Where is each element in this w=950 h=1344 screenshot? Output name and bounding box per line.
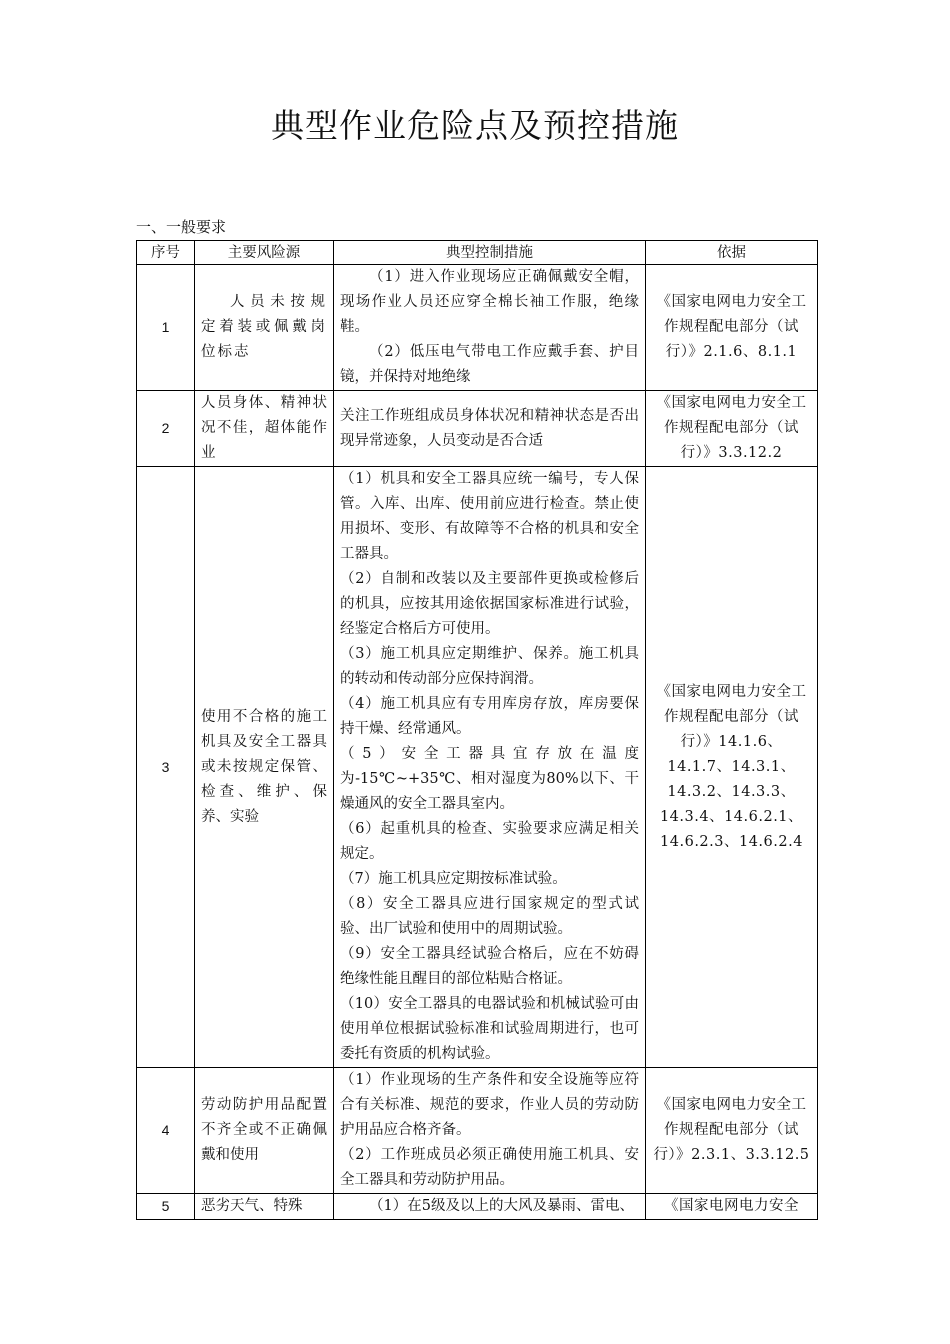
control-measures — [334, 265, 646, 391]
control-measures — [334, 1194, 646, 1220]
risk-source: 恶劣天气、特殊 — [195, 1194, 334, 1220]
table-row — [137, 265, 818, 391]
measure-item: 关注工作班组成员身体状况和精神状态是否出现异常迹象，人员变动是否合适 — [340, 407, 639, 449]
table-row — [137, 391, 818, 467]
table-header-row — [137, 241, 818, 265]
table-row — [137, 1194, 818, 1220]
row-number: 1 — [137, 265, 195, 391]
measure-item: （5）安全工器具宜存放在温度为-15℃~+35℃、相对湿度为80%以下、干燥通风的安全工器具室内。 — [340, 746, 639, 812]
measure-item: （10）安全工器具的电器试验和机械试验可由使用单位根据试验标准和试验周期进行，也可委托有资质的机构试验。 — [340, 996, 639, 1062]
basis-reference: 《国家电网电力安全工作规程配电部分（试行）》2.3.1、3.3.12.5 — [646, 1068, 818, 1194]
risk-control-table — [136, 240, 818, 1220]
measure-item: （2）工作班成员必须正确使用施工机具、安全工器具和劳动防护用品。 — [340, 1147, 639, 1188]
risk-source: 人员未按规定着装或佩戴岗位标志 — [195, 265, 334, 391]
control-measures — [334, 467, 646, 1068]
measure-item: （1）进入作业现场应正确佩戴安全帽，现场作业人员还应穿全棉长袖工作服，绝缘鞋。 — [340, 269, 639, 335]
table-row — [137, 1068, 818, 1194]
measure-item: （1）机具和安全工器具应统一编号，专人保管。入库、出库、使用前应进行检查。禁止使用损坏、变形、有故障等不合格的机具和安全工器具。 — [340, 471, 639, 562]
measure-item: （8）安全工器具应进行国家规定的型式试验、出厂试验和使用中的周期试验。 — [340, 896, 639, 937]
measure-item: （4）施工机具应有专用库房存放，库房要保持干燥、经常通风。 — [340, 696, 639, 737]
control-measures — [334, 391, 646, 467]
header-basis: 依据 — [646, 241, 818, 265]
measure-item: （2）自制和改装以及主要部件更换或检修后的机具，应按其用途依据国家标准进行试验，经鉴定合格后方可使用。 — [340, 571, 639, 637]
measure-item: （1）作业现场的生产条件和安全设施等应符合有关标准、规范的要求，作业人员的劳动防护用品应合格齐备。 — [340, 1072, 639, 1138]
risk-source: 使用不合格的施工机具及安全工器具或未按规定保管、检查、维护、保养、实验 — [195, 467, 334, 1068]
risk-source: 人员身体、精神状况不佳，超体能作业 — [195, 391, 334, 467]
basis-reference: 《国家电网电力安全工作规程配电部分（试行）》3.3.12.2 — [646, 391, 818, 467]
row-number: 2 — [137, 391, 195, 467]
header-measures: 典型控制措施 — [334, 241, 646, 265]
measure-item: （3）施工机具应定期维护、保养。施工机具的转动和传动部分应保持润滑。 — [340, 646, 639, 687]
basis-reference: 《国家电网电力安全 — [646, 1194, 818, 1220]
measure-item: （6）起重机具的检查、实验要求应满足相关规定。 — [340, 821, 639, 862]
page-title: 典型作业危险点及预控措施 — [271, 106, 679, 145]
table-row — [137, 467, 818, 1068]
measure-item: （2）低压电气带电工作应戴手套、护目镜，并保持对地绝缘 — [340, 344, 639, 385]
section-heading: 一、一般要求 — [136, 218, 227, 236]
measure-item: （7）施工机具应定期按标准试验。 — [340, 871, 567, 887]
basis-reference: 《国家电网电力安全工作规程配电部分（试行）》2.1.6、8.1.1 — [646, 265, 818, 391]
header-no: 序号 — [137, 241, 195, 265]
measure-item: （1）在5级及以上的大风及暴雨、雷电、 — [369, 1198, 634, 1214]
measure-item: （9）安全工器具经试验合格后，应在不妨碍绝缘性能且醒目的部位粘贴合格证。 — [340, 946, 639, 987]
risk-source: 劳动防护用品配置不齐全或不正确佩戴和使用 — [195, 1068, 334, 1194]
control-measures — [334, 1068, 646, 1194]
row-number: 5 — [137, 1194, 195, 1220]
basis-reference: 《国家电网电力安全工作规程配电部分（试行）》14.1.6、14.1.7、14.3.1、14.3.2、14.3.3、14.3.4、14.6.2.1、14.6.2.3、14.6.2.4 — [646, 467, 818, 1068]
header-risk: 主要风险源 — [195, 241, 334, 265]
row-number: 4 — [137, 1068, 195, 1194]
row-number: 3 — [137, 467, 195, 1068]
